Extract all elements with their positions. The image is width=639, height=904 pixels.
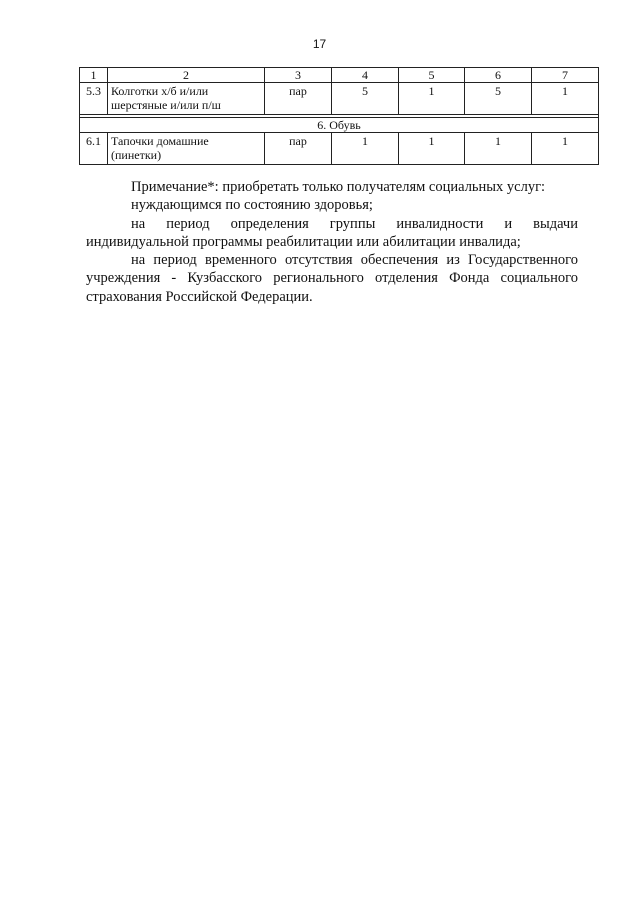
item-value: 1 — [399, 83, 465, 115]
item-value: 5 — [332, 83, 399, 115]
item-value: 1 — [532, 83, 599, 115]
note-block — [86, 178, 578, 306]
header-cell: 2 — [108, 68, 265, 83]
header-cell: 3 — [265, 68, 332, 83]
item-value: 1 — [465, 133, 532, 165]
row-number: 6.1 — [80, 133, 108, 165]
item-value: 1 — [399, 133, 465, 165]
item-name-line: Колготки х/б и/или — [111, 84, 209, 98]
table-header-row — [80, 68, 599, 83]
item-name — [108, 133, 265, 165]
header-cell: 6 — [465, 68, 532, 83]
item-name-line: (пинетки) — [111, 148, 162, 162]
table-row — [80, 133, 599, 165]
table-row — [80, 83, 599, 115]
row-number: 5.3 — [80, 83, 108, 115]
item-value: 5 — [465, 83, 532, 115]
item-name — [108, 83, 265, 115]
item-value: 1 — [332, 133, 399, 165]
note-paragraph: на период временного отсутствия обеспечения из Государственного учреждения - Кузбасского регионального отделения Фонда социального страхования Российской Федерации. — [86, 252, 578, 305]
note-paragraph: на период определения группы инвалидности и выдачи индивидуальной программы реабилитации или абилитации инвалида; — [86, 215, 578, 250]
section-row — [80, 118, 599, 133]
note-paragraph: Примечание*: приобретать только получателям социальных услуг: — [131, 179, 546, 195]
item-name-line: шерстяные и/или п/ш — [111, 98, 221, 112]
header-cell: 7 — [532, 68, 599, 83]
header-cell: 1 — [80, 68, 108, 83]
header-cell: 5 — [399, 68, 465, 83]
note-paragraph: нуждающимся по состоянию здоровья; — [131, 197, 373, 214]
header-cell: 4 — [332, 68, 399, 83]
item-value: 1 — [532, 133, 599, 165]
item-unit: пар — [265, 83, 332, 115]
section-title: 6. Обувь — [80, 118, 599, 133]
items-table — [79, 67, 599, 165]
page-number: 17 — [312, 37, 327, 51]
item-name-line: Тапочки домашние — [111, 134, 209, 148]
item-unit: пар — [265, 133, 332, 165]
